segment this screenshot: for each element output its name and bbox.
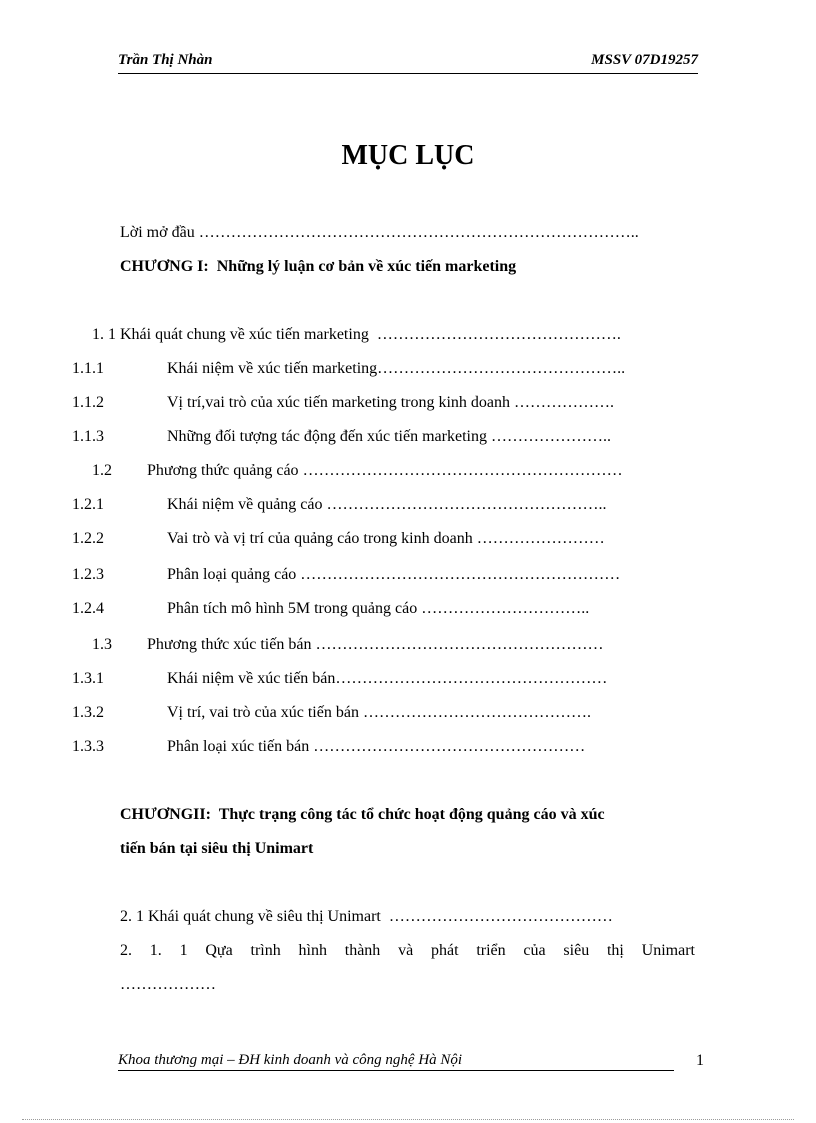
toc-item-1-3-2	[167, 704, 591, 722]
toc-item-text: Những đối tượng tác động đến xúc tiến marketing	[167, 428, 487, 445]
toc-item-1-1-1	[167, 360, 625, 378]
toc-item-2-1-1-leader: ………………	[120, 976, 216, 993]
toc-item-1-2-1	[167, 496, 607, 514]
header-student-id: MSSV 07D19257	[591, 52, 698, 68]
toc-item-text: Vai trò và vị trí của quảng cáo trong kinh doanh	[167, 530, 473, 547]
chapter-1-label: CHƯƠNG I:	[120, 258, 209, 275]
toc-item-leader: ……………….	[514, 394, 615, 411]
chapter-1-title: Những lý luận cơ bản về xúc tiến marketing	[216, 258, 517, 275]
toc-item-leader: ……………………………………	[388, 908, 613, 925]
toc-item-leader: ………………………………………………	[315, 636, 604, 653]
chapter-2-title-line2: tiến bán tại siêu thị Unimart	[120, 840, 314, 857]
toc-item-text: Khái niệm về xúc tiến marketing	[167, 360, 378, 377]
toc-item-num: 1.1.3	[72, 428, 104, 445]
toc-item-num: 1.3	[92, 636, 112, 653]
toc-item-leader: ……………………	[476, 530, 605, 547]
toc-item-1-1-3	[167, 428, 611, 446]
toc-item-num: 1.3.3	[72, 738, 104, 755]
toc-intro	[120, 224, 639, 242]
toc-item-text: Vị trí,vai trò của xúc tiến marketing trong kinh doanh	[167, 394, 511, 411]
chapter-2-heading	[120, 806, 605, 824]
toc-item-2-1	[120, 908, 613, 926]
header-rule	[118, 73, 698, 74]
toc-item-num: 1.2.1	[72, 496, 104, 513]
toc-item-1-1	[92, 326, 621, 344]
toc-item-leader: ……………………………………………	[313, 738, 586, 755]
toc-item-1-2-2	[167, 530, 605, 548]
toc-item-leader: ……………………………………………	[335, 670, 608, 687]
toc-item-num: 1. 1	[92, 326, 116, 343]
toc-item-num: 2. 1	[120, 908, 144, 925]
toc-item-text: Khái niệm về quảng cáo	[167, 496, 323, 513]
page-number: 1	[696, 1052, 704, 1069]
toc-item-num: 1.3.1	[72, 670, 104, 687]
toc-item-1-3-3	[167, 738, 585, 756]
toc-item-text: Vị trí, vai trò của xúc tiến bán	[167, 704, 359, 721]
chapter-2-title-line1: Thực trạng công tác tổ chức hoạt động quảng cáo và xúc	[218, 806, 605, 823]
toc-item-num: 1.2	[92, 462, 112, 479]
toc-item-text: Khái quát chung về xúc tiến marketing	[120, 326, 369, 343]
toc-item-text: Khái quát chung về siêu thị Unimart	[148, 908, 381, 925]
toc-item-num: 1.2.3	[72, 566, 104, 583]
toc-item-text: Phương thức xúc tiến bán	[147, 636, 312, 653]
toc-item-num: 1.2.4	[72, 600, 104, 617]
chapter-2-label: CHƯƠNGII:	[120, 806, 211, 823]
toc-item-num: 1.1.2	[72, 394, 104, 411]
toc-item-2-1-1: 2. 1. 1 Qựa trình hình thành và phát triển của siêu thị Unimart	[120, 942, 695, 959]
toc-item-leader: ……………………………………………………	[300, 566, 621, 583]
toc-item-text: Phương thức quảng cáo	[147, 462, 299, 479]
toc-item-num: 1.1.1	[72, 360, 104, 377]
toc-intro-label: Lời mở đầu	[120, 224, 195, 241]
header-author: Trần Thị Nhàn	[118, 52, 213, 68]
toc-intro-leader: ………………………………………………………………………..	[198, 224, 639, 241]
chapter-1-heading	[120, 258, 516, 276]
page-edge-divider	[22, 1119, 794, 1120]
toc-item-leader: ……………………………………….	[376, 326, 621, 343]
toc-item-text: Phân loại quảng cáo	[167, 566, 297, 583]
toc-item-leader: ……………………………………………………	[302, 462, 623, 479]
toc-item-1-3	[147, 636, 603, 654]
toc-item-leader: …………………..	[490, 428, 611, 445]
toc-item-1-1-2	[167, 394, 614, 412]
toc-item-1-2	[147, 462, 623, 480]
toc-item-num: 1.2.2	[72, 530, 104, 547]
toc-item-text: Phân loại xúc tiến bán	[167, 738, 310, 755]
toc-item-leader: …………………………..	[421, 600, 590, 617]
footer-text: Khoa thương mại – ĐH kinh doanh và công nghệ Hà Nội	[118, 1052, 463, 1068]
toc-item-num: 1.3.2	[72, 704, 104, 721]
toc-item-leader: ……………………………………………..	[326, 496, 607, 513]
toc-item-1-2-4	[167, 600, 589, 618]
toc-item-leader: …………………………………….	[362, 704, 591, 721]
toc-item-text: Khái niệm về xúc tiến bán	[167, 670, 336, 687]
page-title: MỤC LỤC	[341, 140, 475, 171]
toc-item-leader: ………………………………………..	[377, 360, 626, 377]
toc-item-1-3-1	[167, 670, 607, 688]
footer-rule	[118, 1070, 674, 1071]
toc-item-1-2-3	[167, 566, 620, 584]
toc-item-text: Phân tích mô hình 5M trong quảng cáo	[167, 600, 418, 617]
